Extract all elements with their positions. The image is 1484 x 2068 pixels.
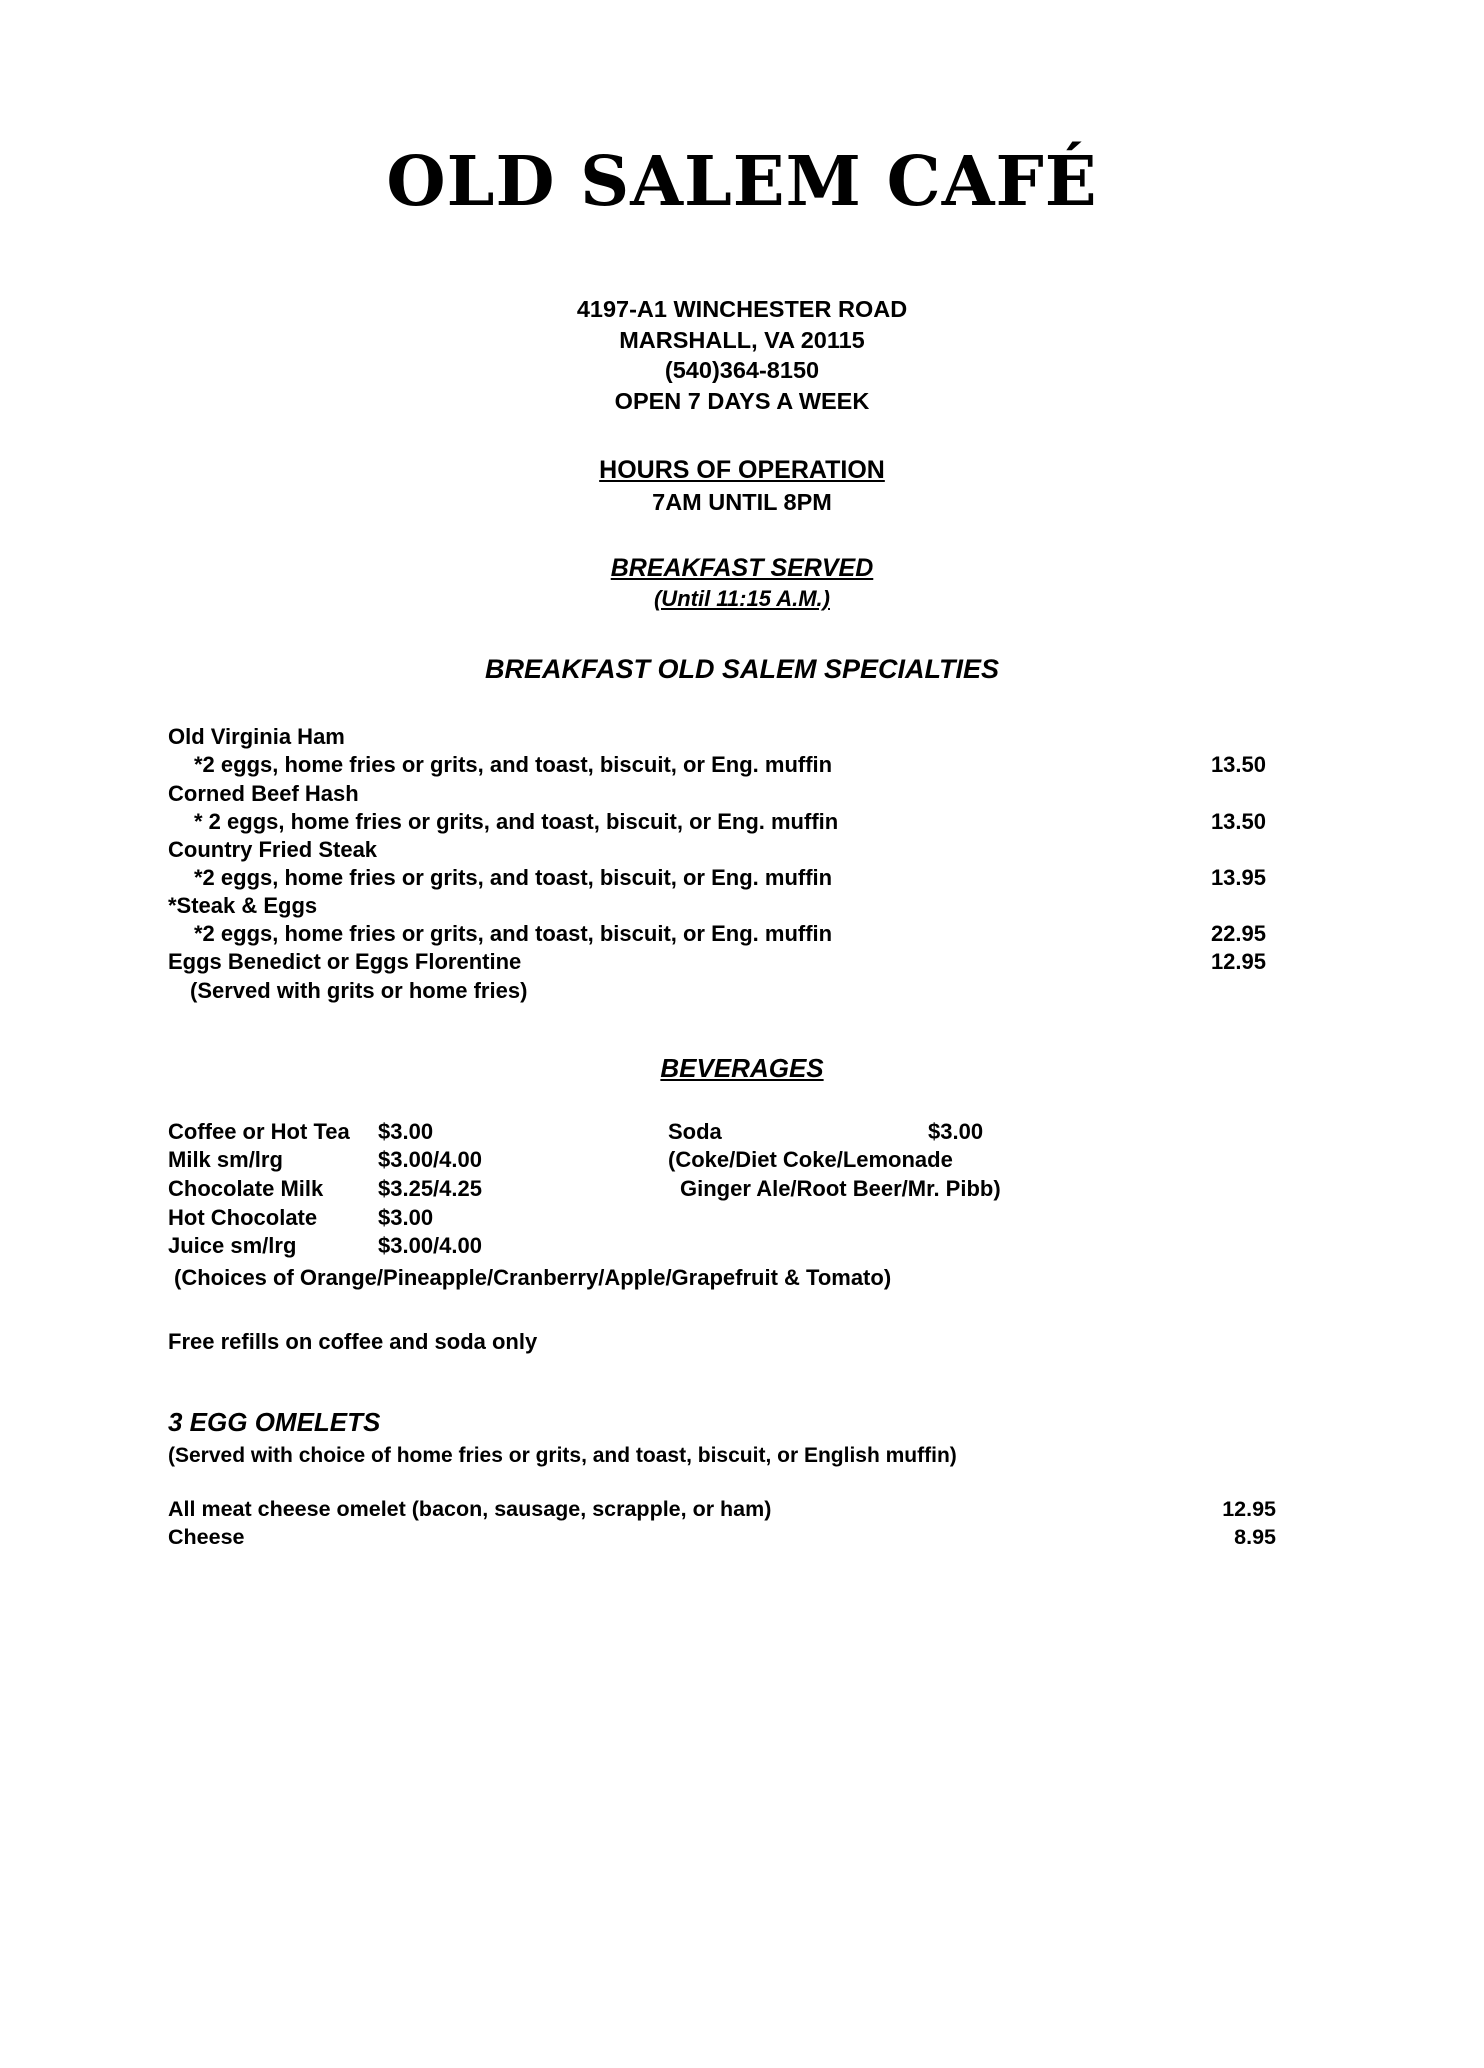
menu-item — [168, 1496, 1316, 1524]
breakfast-served-heading: BREAKFAST SERVED — [610, 554, 874, 583]
item-name: All meat cheese omelet (bacon, sausage, scrapple, or ham) — [168, 1496, 772, 1521]
item-price: 12.95 — [1222, 1496, 1276, 1521]
hours-value: 7AM UNTIL 8PM — [652, 489, 832, 516]
item-name: Eggs Benedict or Eggs Florentine — [168, 949, 522, 975]
beverages-left-column — [168, 1118, 668, 1261]
beverage-row — [168, 1232, 668, 1261]
item-name: Cheese — [168, 1524, 245, 1549]
beverage-name: Soda — [668, 1118, 722, 1144]
beverage-name: Coffee or Hot Tea — [168, 1118, 350, 1144]
beverage-row — [668, 1118, 1316, 1147]
item-name: *Steak & Eggs — [168, 893, 318, 919]
beverage-name: Milk sm/lrg — [168, 1147, 283, 1173]
open-days: OPEN 7 DAYS A WEEK — [614, 387, 870, 414]
beverage-price: $3.00/4.00 — [378, 1233, 482, 1259]
item-name: Old Virginia Ham — [168, 724, 345, 750]
soda-choices-line-2: Ginger Ale/Root Beer/Mr. Pibb) — [680, 1175, 1001, 1201]
item-name: Country Fried Steak — [168, 836, 378, 862]
menu-item — [168, 948, 1316, 1004]
beverage-price: $3.00 — [928, 1118, 984, 1144]
item-description: *2 eggs, home fries or grits, and toast, biscuit, or Eng. muffin — [194, 752, 833, 778]
address-line-1: 4197-A1 WINCHESTER ROAD — [576, 296, 908, 322]
omelets-list — [168, 1496, 1316, 1552]
soda-choices-line-1: (Coke/Diet Coke/Lemonade — [668, 1147, 953, 1173]
address-line-2: MARSHALL, VA 20115 — [619, 326, 865, 353]
specialties-list — [168, 723, 1316, 1005]
menu-item — [168, 723, 1316, 779]
omelets-subnote: (Served with choice of home fries or grits, and toast, biscuit, or English muffin) — [168, 1443, 957, 1467]
beverage-name: Chocolate Milk — [168, 1175, 324, 1201]
menu-item — [168, 836, 1316, 892]
refills-note: Free refills on coffee and soda only — [168, 1328, 538, 1354]
beverage-row — [168, 1175, 668, 1204]
beverages-heading: BEVERAGES — [660, 1052, 824, 1083]
item-note: (Served with grits or home fries) — [190, 977, 528, 1003]
item-price: 13.50 — [1210, 752, 1266, 778]
menu-item — [168, 780, 1316, 836]
hours-heading: HOURS OF OPERATION — [599, 456, 885, 485]
item-price: 12.95 — [1210, 949, 1266, 975]
beverage-price: $3.00 — [378, 1204, 434, 1230]
item-name: Corned Beef Hash — [168, 780, 359, 806]
phone-number: (540)364-8150 — [664, 357, 820, 384]
beverage-price: $3.00/4.00 — [378, 1147, 482, 1173]
breakfast-until-note: (Until 11:15 A.M.) — [653, 586, 830, 612]
beverages-section — [168, 1118, 1316, 1261]
menu-item — [168, 892, 1316, 948]
item-price: 13.95 — [1210, 864, 1266, 890]
item-price: 13.50 — [1210, 808, 1266, 834]
beverage-price: $3.25/4.25 — [378, 1175, 482, 1201]
beverage-name: Hot Chocolate — [168, 1204, 318, 1230]
item-description: *2 eggs, home fries or grits, and toast, biscuit, or Eng. muffin — [194, 864, 833, 890]
omelets-heading: 3 EGG OMELETS — [168, 1406, 381, 1437]
beverage-row — [168, 1118, 668, 1147]
page-title: OLD SALEM CAFÉ — [386, 142, 1098, 222]
menu-page — [0, 142, 1484, 2068]
beverages-right-column — [668, 1118, 1316, 1261]
item-price: 8.95 — [1234, 1524, 1276, 1549]
item-description: * 2 eggs, home fries or grits, and toast, biscuit, or Eng. muffin — [194, 808, 839, 834]
item-price: 22.95 — [1210, 921, 1266, 947]
beverage-row — [168, 1204, 668, 1233]
juice-choices: (Choices of Orange/Pineapple/Cranberry/Apple/Grapefruit & Tomato) — [174, 1264, 892, 1290]
beverage-name: Juice sm/lrg — [168, 1233, 297, 1259]
beverage-price: $3.00 — [378, 1118, 434, 1144]
specialties-heading: BREAKFAST OLD SALEM SPECIALTIES — [484, 654, 1000, 685]
beverage-row — [168, 1146, 668, 1175]
address-block — [168, 294, 1316, 416]
item-description: *2 eggs, home fries or grits, and toast, biscuit, or Eng. muffin — [194, 921, 833, 947]
menu-item — [168, 1524, 1316, 1552]
